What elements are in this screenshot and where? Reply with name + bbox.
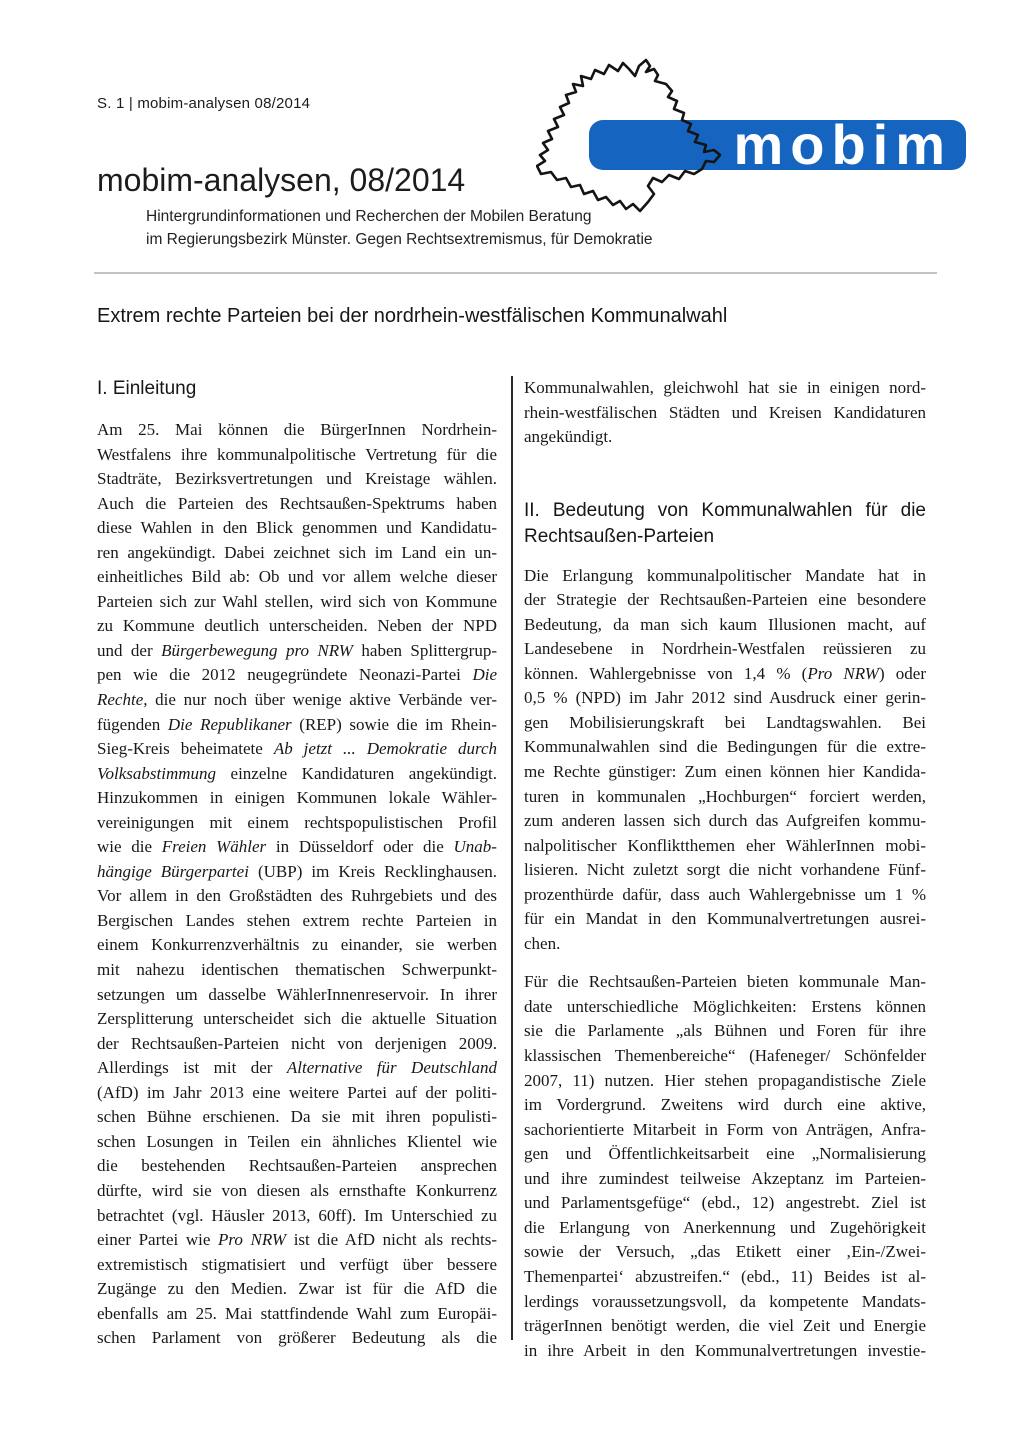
text-line: I. Einleitung <box>97 378 197 399</box>
text-line: diese Wahlen in den Blick genommen und Kandidatu- <box>97 518 497 538</box>
text-line: rhein-westfälischen Städten und Kreisen Kandidaturen <box>524 402 926 422</box>
text-line: der Rechtsaußen-Parteien nicht von derjenigen 2009. <box>97 1033 497 1053</box>
text-line: Rechte, die nur noch über wenige aktive Verbände ver- <box>97 690 497 710</box>
text-line: Bedeutung, da man sich kaum Illusionen macht, auf <box>524 614 926 634</box>
text-line: prozenthürde dafür, dass auch Wahlergebnisse um 1 % <box>524 884 926 904</box>
text-line: im Vordergrund. Zweitens wird durch eine aktive, <box>524 1095 926 1115</box>
text-line: und der Bürgerbewegung pro NRW haben Splittergrup- <box>97 640 497 660</box>
paragraph <box>524 564 926 957</box>
text-column-right <box>524 376 926 1377</box>
text-line: Bergischen Landes stehen extrem rechte Parteien in <box>97 910 497 930</box>
text-line: für ein Mandat in den Kommunalvertretungen ausrei- <box>524 909 926 929</box>
column-divider-rule <box>511 376 513 1340</box>
text-line: lerdings voraussetzungsvoll, da kompetente Mandats- <box>524 1291 926 1311</box>
text-line: wie die Freien Wähler in Düsseldorf oder die Unab- <box>97 837 497 857</box>
text-line: chen. <box>524 933 561 953</box>
text-line: betrachtet (vgl. Häusler 2013, 60ff). Im Unterschied zu <box>97 1205 497 1225</box>
section-heading <box>97 376 497 402</box>
masthead-subtitle <box>146 206 653 251</box>
text-line: Landesebene in Nordrhein-Westfalen reüssieren zu <box>524 639 926 659</box>
text-line: setzungen um dasselbe WählerInnenreservoir. In ihrer <box>97 984 497 1004</box>
masthead-title: mobim-analysen, 08/2014 <box>97 162 466 198</box>
text-line: sie die Parlamente „als Bühnen und Foren für ihre <box>524 1021 926 1041</box>
text-line: die Erlangung von Anerkennung und Zugehörigkeit <box>524 1217 926 1237</box>
text-line: schen Bühne erschienen. Da sie mit ihren populisti- <box>97 1107 497 1127</box>
text-line: Westfalens ihre kommunalpolitische Vertretung für die <box>97 444 497 464</box>
masthead-subtitle-line: im Regierungsbezirk Münster. Gegen Rechtsextremismus, für Demokratie <box>146 230 653 248</box>
paragraph <box>97 418 497 1351</box>
text-line: Am 25. Mai können die BürgerInnen Nordrhein- <box>97 420 497 439</box>
text-line: lisieren. Nicht zuletzt sorgt die nicht vorhandene Fünf- <box>524 860 926 880</box>
text-line: Für die Rechtsaußen-Parteien bieten kommunale Man- <box>524 972 926 992</box>
text-line: vereinigungen mit einem rechtspopulistischen Profil <box>97 812 497 832</box>
text-line: Rechtsaußen-Parteien <box>524 525 715 547</box>
article-title: Extrem rechte Parteien bei der nordrhein-westfälischen Kommunalwahl <box>97 305 728 327</box>
text-line: me Rechte günstiger: Zum einen können hier Kandida- <box>524 762 926 782</box>
text-line: der Strategie der Rechtsaußen-Parteien eine besondere <box>524 590 926 610</box>
paragraph <box>524 970 926 1363</box>
text-line: einer Partei wie Pro NRW ist die AfD nicht als rechts- <box>97 1230 497 1250</box>
text-line: II. Bedeutung von Kommunalwahlen für die <box>524 499 926 521</box>
mobim-logo-wordmark: mobim <box>733 113 952 176</box>
text-line: (AfD) im Jahr 2013 eine weitere Partei auf der politi- <box>97 1082 497 1102</box>
text-line: pen wie die 2012 neugegründete Neonazi-Partei Die <box>97 665 497 685</box>
text-line: zu Kommune deutlich unterscheiden. Neben der NPD <box>97 616 497 636</box>
text-line: Allerdings ist mit der Alternative für Deutschland <box>97 1058 497 1078</box>
text-line: ren angekündigt. Dabei zeichnet sich im Land ein un- <box>97 542 497 562</box>
horizontal-rule <box>94 272 937 274</box>
text-line: einheitliches Bild ab: Ob und vor allem welche dieser <box>97 567 497 587</box>
text-line: Sieg-Kreis beheimatete Ab jetzt ... Demokratie durch <box>97 739 498 759</box>
text-line: Themenpartei‘ abzustreifen.“ (ebd., 11) Beides ist al- <box>524 1266 926 1286</box>
text-line: Hinzukommen in einigen Kommunen lokale Wähler- <box>97 788 497 808</box>
text-line: extremistisch stigmatisiert und verfügt über bessere <box>97 1254 497 1274</box>
text-line: turen in kommunalen „Hochburgen“ forciert werden, <box>524 786 926 806</box>
text-line: date unterschiedliche Möglichkeiten: Erstens können <box>524 996 926 1016</box>
text-line: Die Erlangung kommunalpolitischer Mandate hat in <box>524 565 926 585</box>
text-line: Kommunalwahlen, gleichwohl hat sie in einigen nord- <box>524 378 926 397</box>
text-line: Stadträte, Bezirksvertretungen und Kreistage wählen. <box>97 469 497 489</box>
text-line: mit nahezu identischen thematischen Schwerpunkt- <box>97 960 497 980</box>
section-heading <box>524 498 926 550</box>
text-line: und ihre zumindest teilweise Akzeptanz im Parteien- <box>524 1168 926 1188</box>
text-line: einem Konkurrenzverhältnis zu einander, sie werben <box>97 935 497 955</box>
text-line: Kommunalwahlen sind die Bedingungen für die extre- <box>524 737 926 757</box>
text-line: Volksabstimmung einzelne Kandidaturen angekündigt. <box>97 763 497 783</box>
text-line: die bestehenden Rechtsaußen-Parteien ansprechen <box>97 1156 497 1176</box>
text-line: 2007, 11) nutzen. Hier stehen propagandistische Ziele <box>524 1070 926 1090</box>
text-line: 0,5 % (NPD) im Jahr 2012 sind Ausdruck einer gerin- <box>524 688 926 708</box>
text-line: nalpolitischer Konfliktthemen eher WählerInnen mobi- <box>524 835 926 855</box>
text-line: Zugänge zu den Medien. Zwar ist für die AfD die <box>97 1279 497 1299</box>
text-line: trägerInnen benötigt werden, die viel Zeit und Energie <box>524 1316 926 1336</box>
text-line: sachorientierte Mitarbeit in Form von Anträgen, Anfra- <box>524 1119 926 1139</box>
text-line: Auch die Parteien des Rechtsaußen-Spektrums haben <box>97 493 497 513</box>
text-line: Zersplitterung unterscheidet sich die aktuelle Situation <box>97 1009 497 1029</box>
text-line: gen und Öffentlichkeitsarbeit eine „Normalisierung <box>524 1144 926 1164</box>
text-line: ebenfalls am 25. Mai stattfindende Wahl zum Europäi- <box>97 1303 497 1323</box>
text-line: Vor allem in den Großstädten des Ruhrgebiets und des <box>97 886 497 906</box>
text-line: sowie der Versuch, „das Etikett einer ‚Ein-/Zwei- <box>524 1242 926 1262</box>
text-column-left <box>97 376 497 1365</box>
paragraph <box>524 376 926 450</box>
text-line: Parteien sich zur Wahl stellen, wird sich von Kommune <box>97 591 497 611</box>
masthead-subtitle-line: Hintergrundinformationen und Recherchen der Mobilen Beratung <box>146 208 592 225</box>
text-line: können. Wahlergebnisse von 1,4 % (Pro NRW) oder <box>524 663 926 683</box>
text-line: zum anderen lassen sich durch das Aufgreifen kommu- <box>524 811 926 831</box>
text-line: hängige Bürgerpartei (UBP) im Kreis Recklinghausen. <box>97 861 498 881</box>
text-line: in ihre Arbeit in den Kommunalvertretungen investie- <box>524 1340 926 1360</box>
page-number-header: S. 1 | mobim-analysen 08/2014 <box>97 95 311 112</box>
muenster-region-map-outline-icon <box>536 58 724 220</box>
text-line: dürfte, wird sie von diesen als ernsthafte Konkurrenz <box>97 1180 497 1200</box>
text-line: und Parlamentsgefüge“ (ebd., 12) angestrebt. Ziel ist <box>524 1193 926 1213</box>
text-line: angekündigt. <box>524 427 613 447</box>
text-line: fügenden Die Republikaner (REP) sowie die im Rhein- <box>97 714 497 734</box>
text-line: schen Parlament von größerer Bedeutung als die <box>97 1328 497 1348</box>
text-line: gen Mobilisierungskraft bei Landtagswahlen. Bei <box>524 712 926 732</box>
text-line: klassischen Themenbereiche“ (Hafeneger/ Schönfelder <box>524 1046 926 1066</box>
text-line: schen Losungen in Teilen ein ähnliches Klientel wie <box>97 1131 497 1151</box>
